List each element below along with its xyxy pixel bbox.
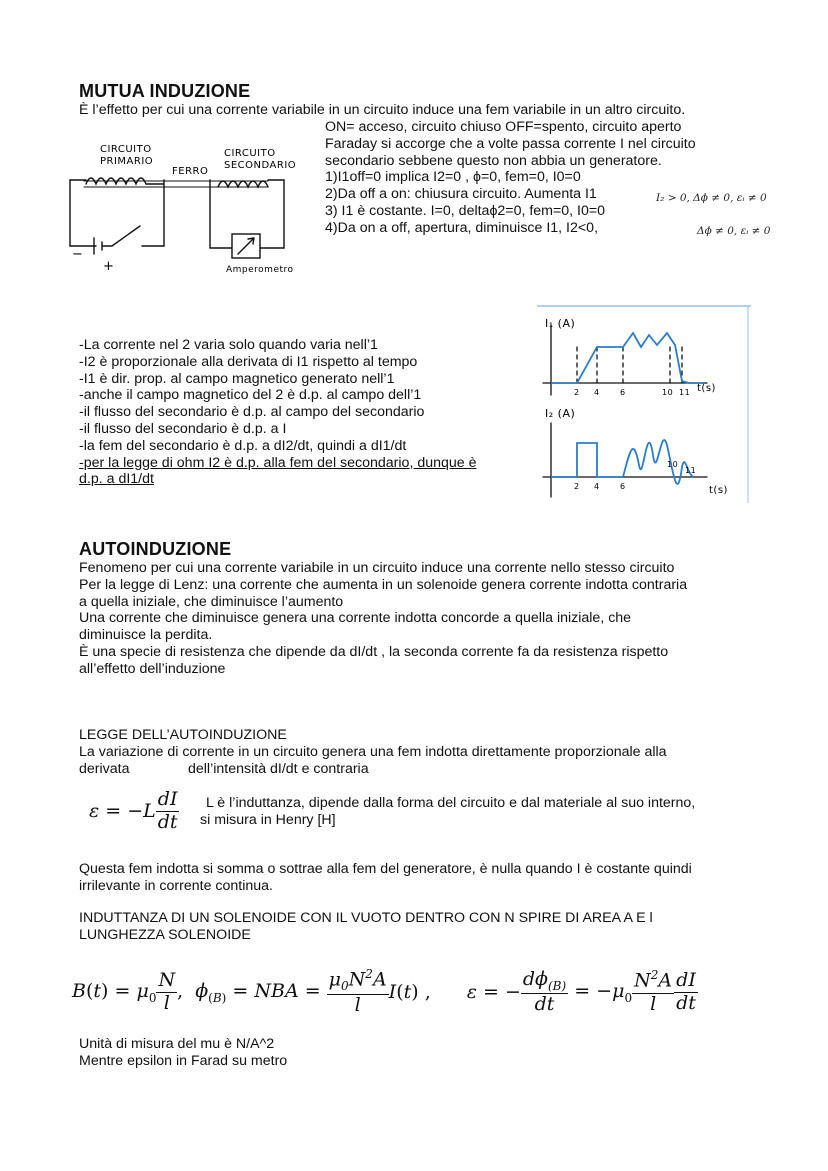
solenoid-title: LUNGHEZZA SOLENOIDE [79, 927, 251, 943]
i2-axis-label: I₂ (A) [545, 407, 576, 420]
tick-label: 11 [679, 388, 691, 397]
mutua-bullets [79, 337, 477, 488]
section-title-mutua: MUTUA INDUZIONE [79, 81, 251, 101]
tick-label: 6 [620, 388, 626, 397]
bullet-item-underlined: -per la legge di ohm I2 è d.p. alla fem del secondario, dunque è [79, 454, 477, 471]
tick-label: 2 [574, 388, 580, 397]
label-plus: + [103, 259, 115, 274]
mutua-line: secondario sebbene questo non abbia un generatore. [325, 152, 662, 169]
auto-body [79, 560, 687, 678]
current-graphs [537, 305, 751, 503]
label-circuito-secondario-1: CIRCUITO [224, 148, 276, 159]
tick-label: 11 [685, 466, 697, 475]
bullet-item: -il flusso del secondario è d.p. al campo del secondario [79, 404, 425, 421]
i1-axis-label: I₁ (A) [545, 317, 576, 330]
label-ferro: FERRO [172, 166, 209, 177]
inductance-units: si misura in Henry [H] [200, 812, 336, 828]
auto-line: diminuisce la perdita. [79, 627, 213, 644]
label-circuito-primario-2: PRIMARIO [100, 156, 154, 167]
auto-line: a quella iniziale, che diminuisce l’aumento [79, 593, 344, 610]
legge-line: dell’intensità dI/dt e contraria [188, 761, 369, 777]
tick-label: 6 [620, 482, 626, 491]
bullet-item: -la fem del secondario è d.p. a dI2/dt, quindi a dI1/dt [79, 437, 407, 454]
ammeter-arrow-icon [238, 238, 254, 254]
auto-line: Una corrente che diminuisce genera una corrente indotta concorde a quella iniziale, che [79, 610, 632, 627]
mutua-line: 1)I1off=0 implica I2=0 , ϕ=0, fem=0, I0=0 [325, 169, 581, 186]
legge-after: Questa fem indotta si somma o sottrae alla fem del generatore, è nulla quando I è costante quindi [79, 861, 692, 877]
primary-wire-right [142, 180, 164, 246]
auto-line: È una specie di resistenza che dipende da dI/dt , la seconda corrente fa da resistenza rispetto [79, 643, 669, 660]
legge-title: LEGGE DELL’AUTOINDUZIONE [79, 727, 287, 743]
formula-numerator: dI [157, 788, 178, 810]
label-circuito-secondario-2: SECONDARIO [224, 160, 297, 171]
tick-label: 10 [667, 460, 679, 469]
formula-denominator: dt [157, 810, 178, 833]
mutua-line: 3) I1 è costante. I=0, deltaϕ2=0, fem=0, I0=0 [325, 202, 606, 219]
mutua-intro: È l’effetto per cui una corrente variabile in un circuito induce una fem variabile in un altro circuito. [79, 102, 686, 118]
solenoid-title: INDUTTANZA DI UN SOLENOIDE CON IL VUOTO DENTRO CON N SPIRE DI AREA A E l [79, 910, 653, 926]
mutua-line: 2)Da off a on: chiusura circuito. Aumenta I1 [325, 186, 597, 203]
primary-wire-left [70, 180, 96, 246]
legge-after: irrilevante in corrente continua. [79, 878, 273, 894]
tick-label: 2 [574, 482, 580, 491]
inductance-desc: L è l’induttanza, dipende dalla forma del circuito e dal materiale al suo interno, [206, 795, 696, 811]
formula-self-induction [89, 789, 180, 834]
bullet-item-underlined: d.p. a dI1/dt [79, 471, 154, 488]
bullet-item: -il flusso del secondario è d.p. a I [79, 420, 287, 437]
bullet-item: -I1 è dir. prop. al campo magnetico generato nell’1 [79, 370, 395, 387]
label-circuito-primario-1: CIRCUITO [100, 144, 152, 155]
auto-line: Per la legge di Lenz: una corrente che aumenta in un solenoide genera corrente indotta contraria [79, 576, 688, 593]
label-amperometro: Amperometro [226, 265, 294, 275]
math-note-2: Δϕ ≠ 0, εᵢ ≠ 0 [697, 225, 771, 237]
secondary-wire-left [210, 180, 232, 248]
formula-lhs: ε = −L [89, 800, 156, 823]
secondary-wire-right [260, 180, 284, 248]
legge-line: La variazione di corrente in un circuito genera una fem indotta direttamente proporzionale alla [79, 744, 667, 760]
units-mu: Unità di misura del mu è N/A^2 [79, 1036, 275, 1052]
bullet-item: -La corrente nel 2 varia solo quando varia nell’1 [79, 337, 378, 353]
mutua-right-text [325, 119, 696, 237]
bullet-item: -anche il campo magnetico del 2 è d.p. al campo dell’1 [79, 387, 422, 404]
math-note-1: I₂ > 0, Δϕ ≠ 0, εᵢ ≠ 0 [656, 192, 767, 204]
tick-label: 10 [662, 388, 674, 397]
formula-solenoid: $B(t) = \mu_0$ $\frac{N}{l}$ , $\phi_{(B)}$ = NBA = $\frac{\mu_0N^2A}{l}$ I(t) , ε = − $\frac{d\phi_{(B)}}{dt}$ = $-\mu_0$ $\frac{N^2A}{l}$ $\frac{dI}{dt}$ [72, 967, 696, 1016]
secondary-coil [218, 181, 268, 187]
mutua-line: ON= acceso, circuito chiuso OFF=spento, circuito aperto [325, 119, 682, 135]
legge-line: derivata [79, 761, 130, 777]
tick-label: 4 [594, 388, 600, 397]
circuit-diagram [60, 138, 310, 283]
auto-line: Fenomeno per cui una corrente variabile in un circuito induce una corrente nello stesso circuito [79, 560, 675, 576]
switch-lever [102, 226, 140, 246]
mutua-line: Faraday si accorge che a volte passa corrente I nel circuito [325, 135, 696, 152]
auto-line: all’effetto dell’induzione [79, 660, 226, 677]
tick-label: 4 [594, 482, 600, 491]
mutua-line: 4)Da on a off, apertura, diminuisce I1, I2<0, [325, 219, 599, 236]
units-epsilon: Mentre epsilon in Farad su metro [79, 1053, 288, 1069]
bullet-item: -I2 è proporzionale alla derivata di I1 rispetto al tempo [79, 353, 418, 370]
i2-time-label: t(s) [709, 485, 728, 496]
label-minus: − [72, 247, 84, 262]
i1-time-label: t(s) [697, 383, 716, 394]
section-title-autoinduzione: AUTOINDUZIONE [79, 539, 232, 559]
